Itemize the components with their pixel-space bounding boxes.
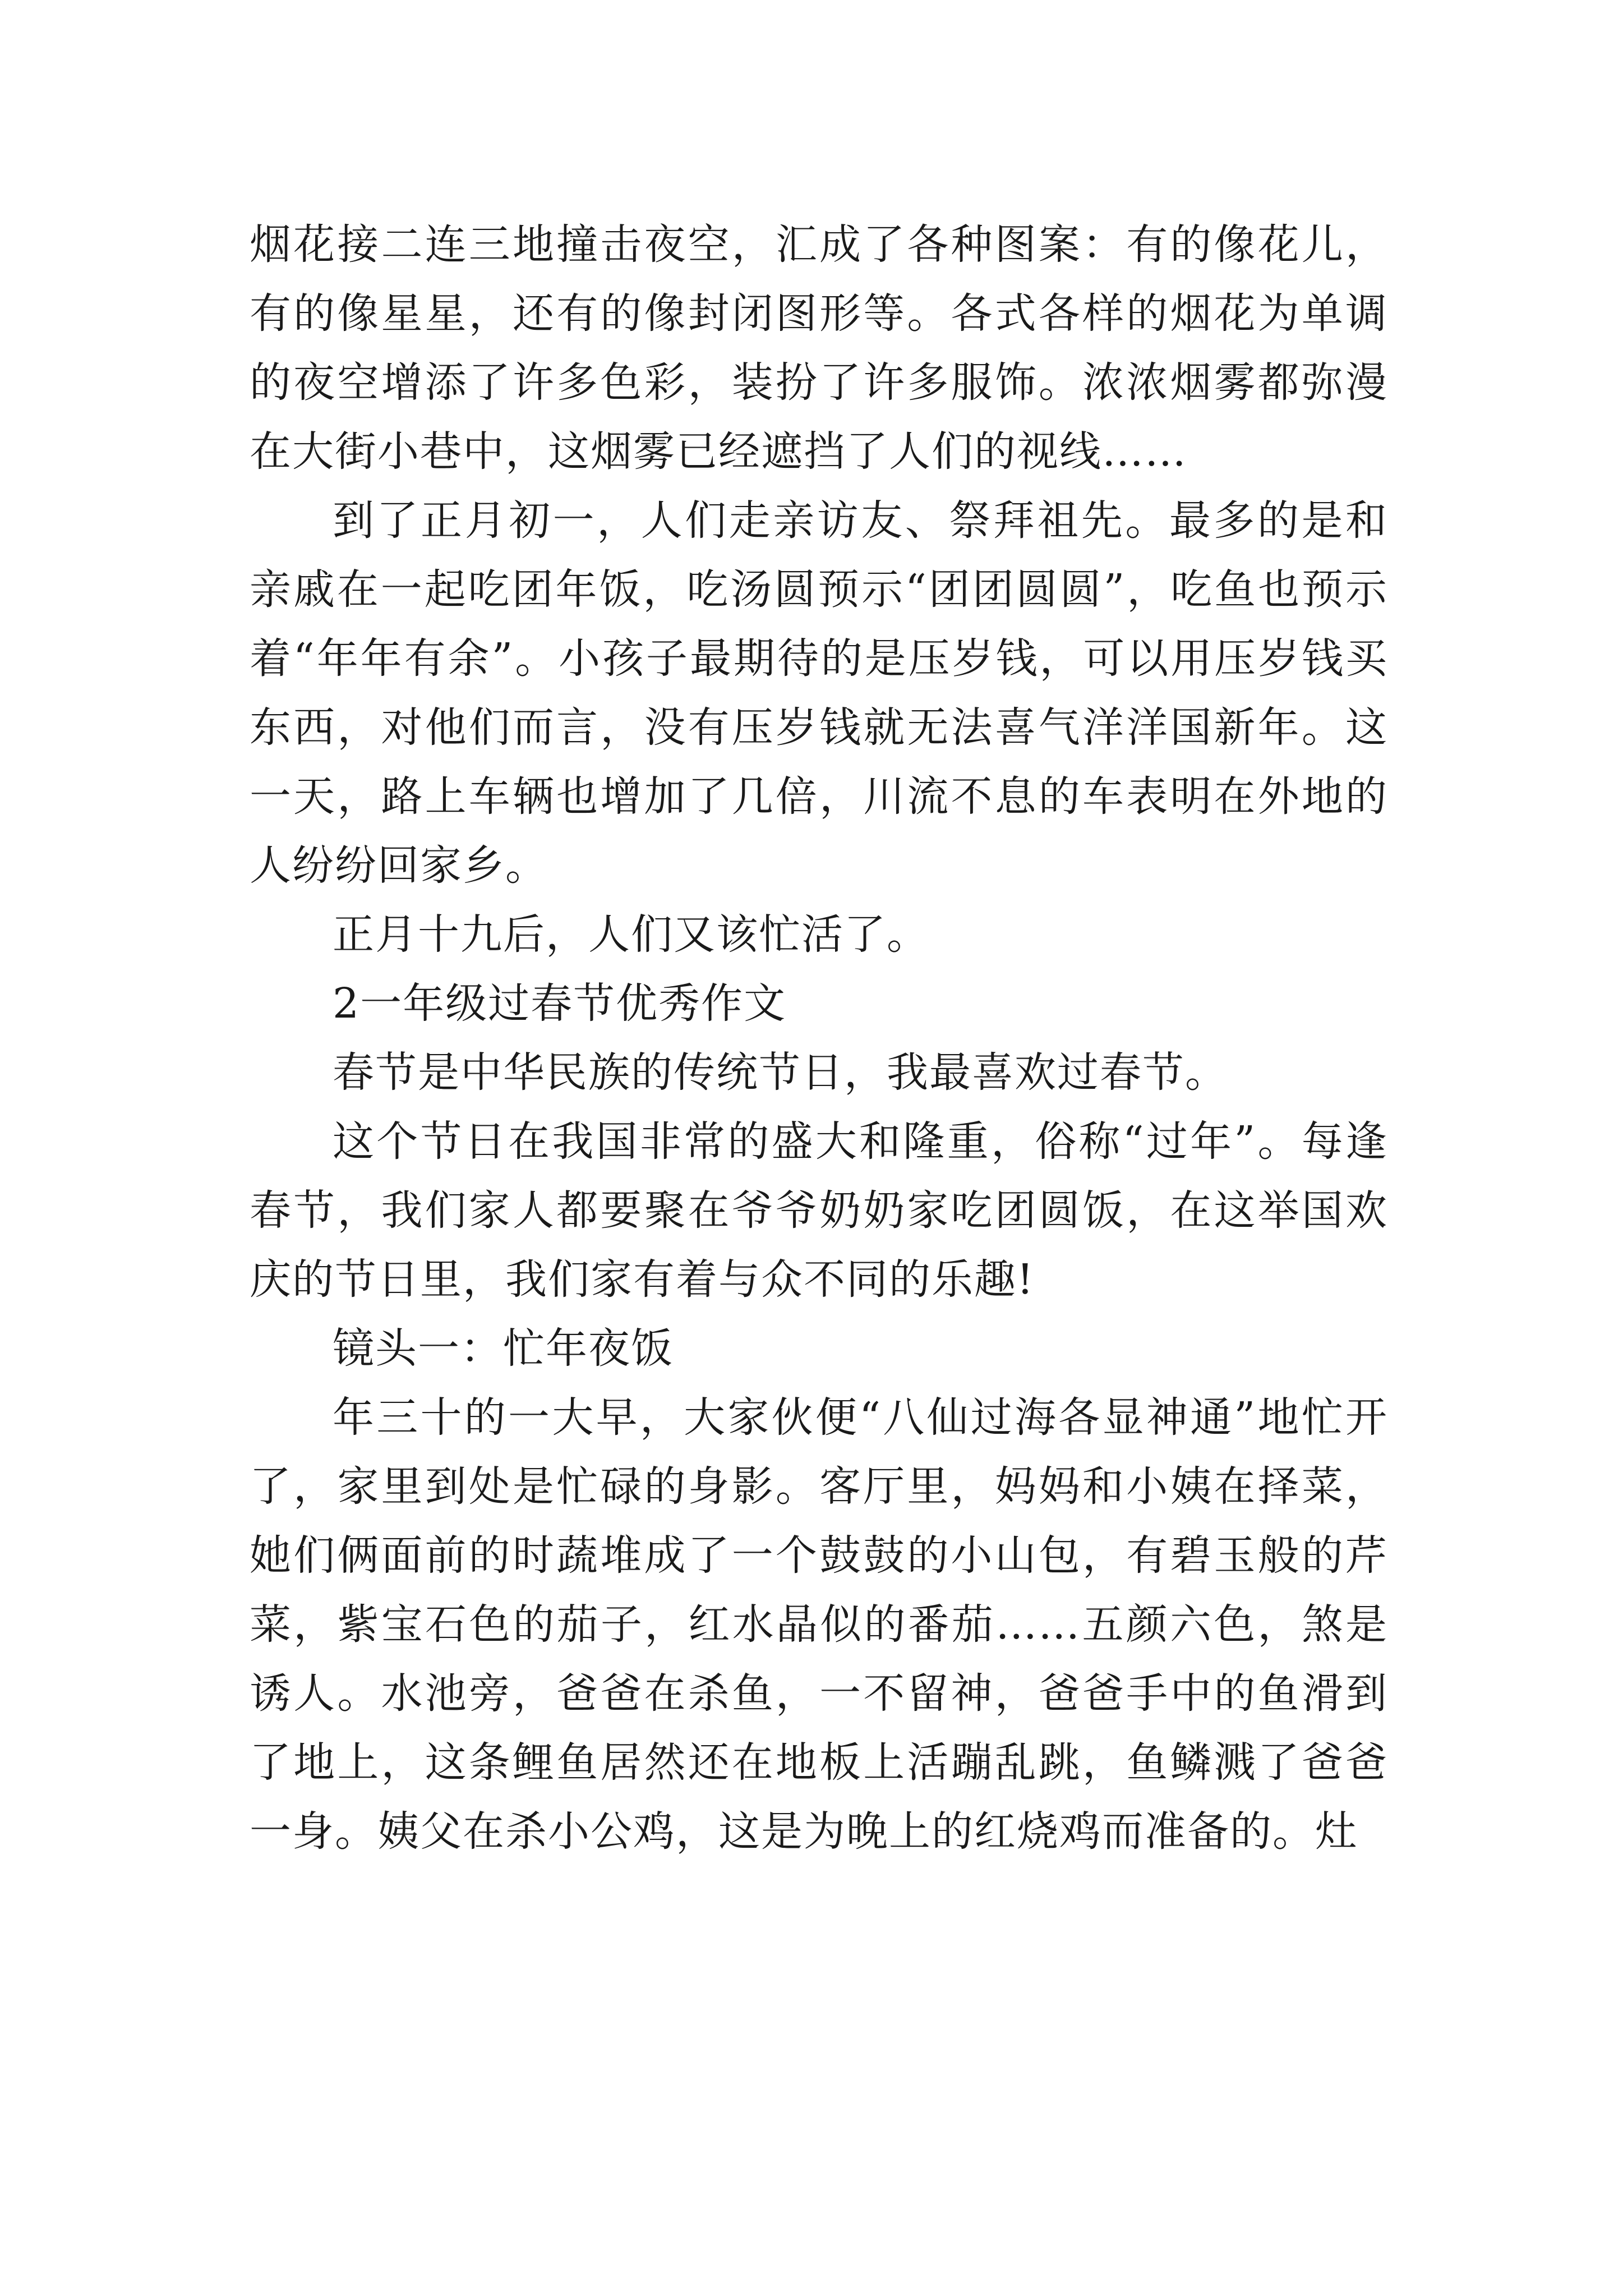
paragraph-new-year-day: 到了正月初一，人们走亲访友、祭拜祖先。最多的是和亲戚在一起吃团年饭，吃汤圆预示“团团圆圆”，吃鱼也预示着“年年有余”。小孩子最期待的是压岁钱，可以用压岁钱买东西，对他们而言，没有压岁钱就无法喜气洋洋国新年。这一天，路上车辆也增加了几倍，川流不息的车表明在外地的人纷纷回家乡。	[250, 496, 1388, 890]
essay-title: 2一年级过春节优秀作文	[333, 979, 787, 1028]
paragraph-nineteenth-day: 正月十九后，人们又该忙活了。	[333, 910, 929, 959]
essay-body	[250, 210, 1388, 1866]
section-heading-scene-one: 镜头一：忙年夜饭	[333, 1324, 674, 1373]
paragraph-fireworks: 烟花接二连三地撞击夜空，汇成了各种图案：有的像花儿，有的像星星，还有的像封闭图形等。各式各样的烟花为单调的夜空增添了许多色彩，装扮了许多服饰。浓浓烟雾都弥漫在大街小巷中，这烟雾已经遮挡了人们的视线……	[250, 220, 1388, 476]
paragraph-festival-description: 这个节日在我国非常的盛大和隆重，俗称“过年”。每逢春节，我们家人都要聚在爷爷奶奶家吃团圆饭，在这举国欢庆的节日里，我们家有着与众不同的乐趣!	[250, 1117, 1388, 1304]
paragraph-busy-dinner: 年三十的一大早，大家伙便“八仙过海各显神通”地忙开了，家里到处是忙碌的身影。客厅里，妈妈和小姨在择菜，她们俩面前的时蔬堆成了一个鼓鼓的小山包，有碧玉般的芹菜，紫宝石色的茄子，红水晶似的番茄……五颜六色，煞是诱人。水池旁，爸爸在杀鱼，一不留神，爸爸手中的鱼滑到了地上，这条鲤鱼居然还在地板上活蹦乱跳，鱼鳞溅了爸爸一身。姨父在杀小公鸡，这是为晚上的红烧鸡而准备的。灶	[250, 1393, 1388, 1856]
paragraph-intro: 春节是中华民族的传统节日，我最喜欢过春节。	[333, 1048, 1228, 1097]
